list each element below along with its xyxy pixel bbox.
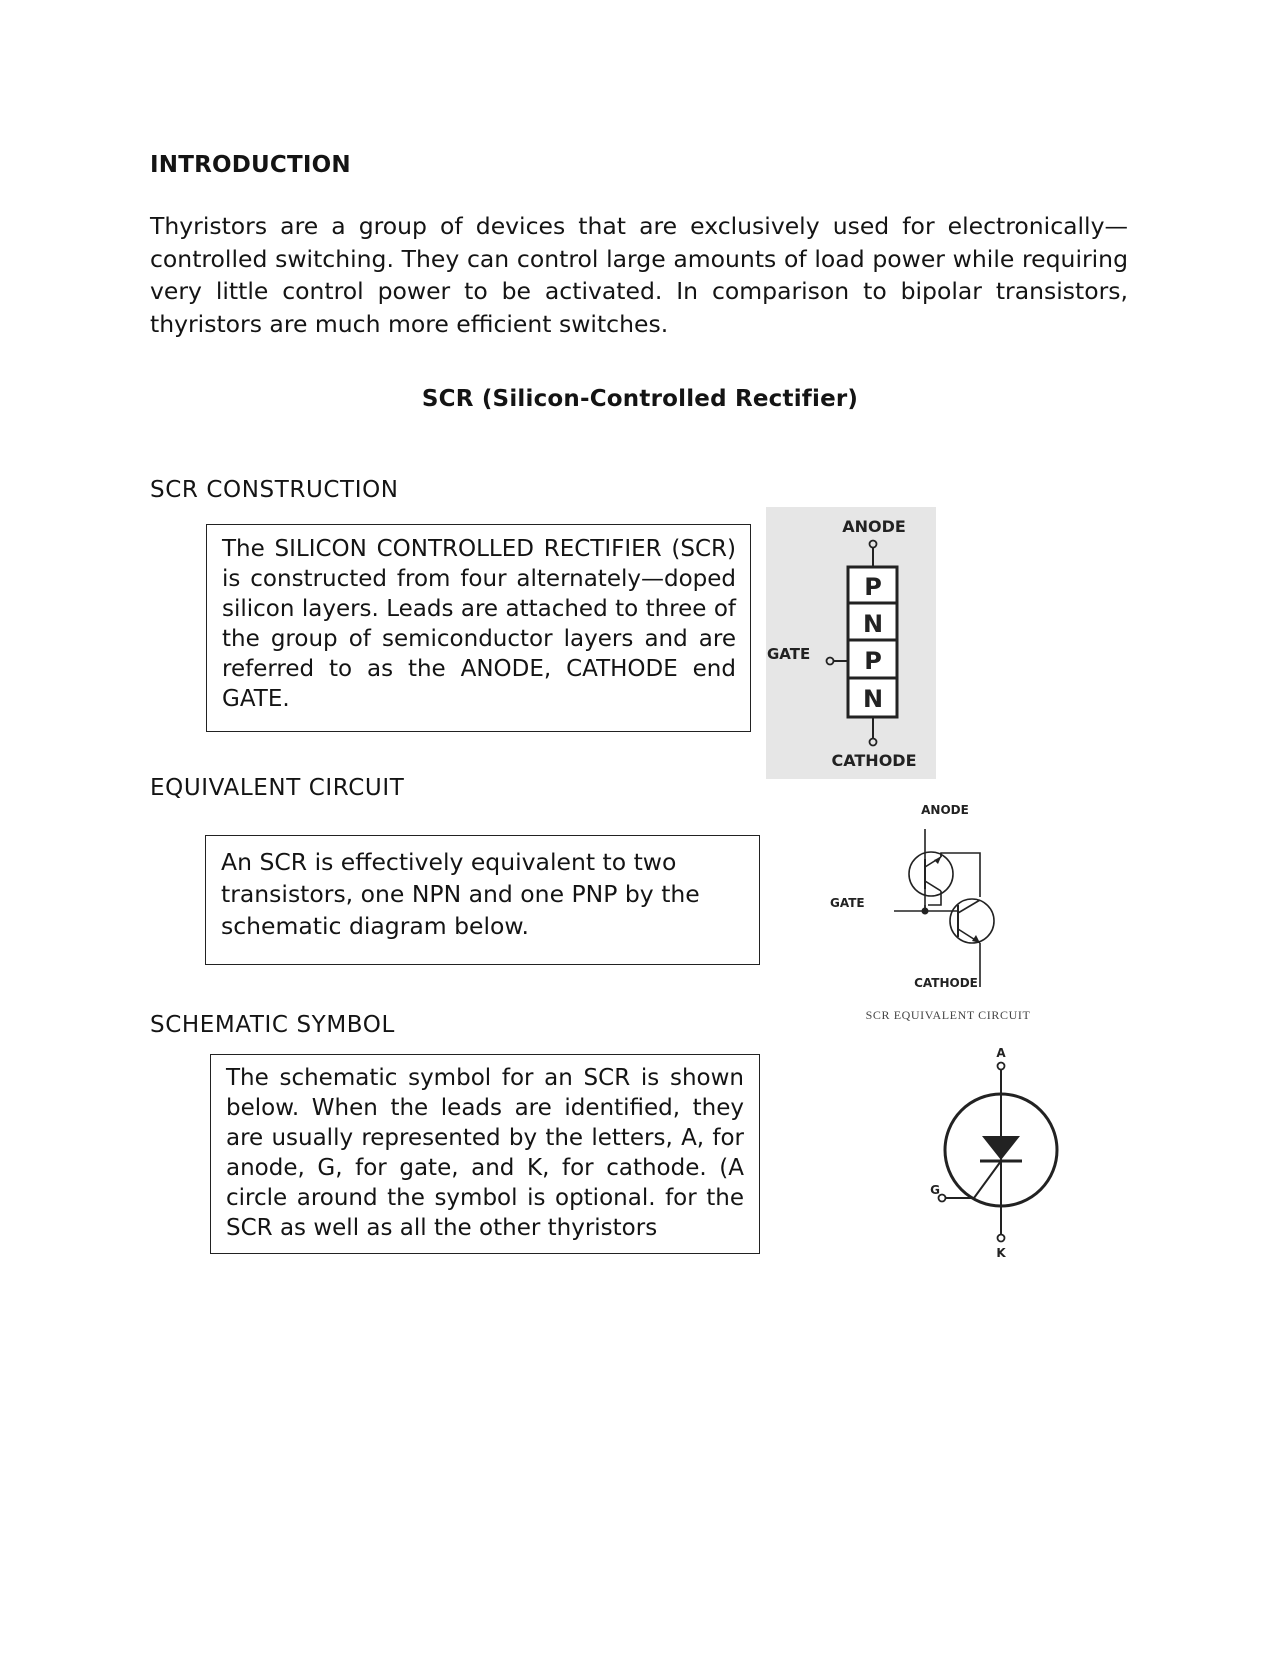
- pnpn-gate-label: GATE: [767, 645, 811, 663]
- eq-anode-label: ANODE: [921, 803, 969, 817]
- intro-paragraph: Thyristors are a group of devices that are exclusively used for electronically—controlled switching. They can control large amounts of load power while requiring very little control power to be activated. In comparison to bipolar transistors, thyristors are much more efficient switches.: [150, 212, 1128, 338]
- schematic-box: [210, 1054, 760, 1254]
- pnp-transistor-icon: [909, 852, 953, 896]
- equivalent-heading: EQUIVALENT CIRCUIT: [150, 775, 405, 801]
- scr-title: SCR (Silicon-Controlled Rectifier): [421, 386, 859, 412]
- gate-terminal-icon: [827, 658, 834, 665]
- eq-caption: SCR EQUIVALENT CIRCUIT: [865, 1008, 1031, 1022]
- diode-triangle-icon: [982, 1136, 1020, 1160]
- cathode-terminal-icon: [870, 739, 877, 746]
- equivalent-box: [205, 835, 760, 965]
- layer-n1: N: [862, 610, 884, 638]
- symbol-a-label: A: [996, 1046, 1006, 1060]
- construction-heading: SCR CONSTRUCTION: [150, 477, 399, 503]
- cathode-lead-icon: [998, 1235, 1005, 1242]
- layer-p2: P: [864, 647, 882, 675]
- anode-lead-icon: [998, 1063, 1005, 1070]
- pnpn-cathode-label: CATHODE: [831, 751, 917, 770]
- eq-gate-label: GATE: [830, 896, 865, 910]
- construction-box-text: The SILICON CONTROLLED RECTIFIER (SCR) is constructed from four alternately—doped silicon layers. Leads are attached to three of the group of semiconductor layers and are referred to as the ANODE, CATHODE end GATE.: [222, 536, 736, 712]
- layer-n2: N: [862, 685, 884, 713]
- symbol-g-label: G: [930, 1183, 940, 1197]
- intro-heading: INTRODUCTION: [150, 152, 351, 178]
- equivalent-box-text: An SCR is effectively equivalent to two transistors, one NPN and one PNP by the schematic diagram below.: [221, 848, 700, 940]
- equivalent-circuit-diagram: [830, 797, 1050, 1042]
- symbol-k-label: K: [996, 1246, 1006, 1260]
- pnpn-anode-label: ANODE: [842, 517, 906, 536]
- eq-cathode-label: CATHODE: [914, 976, 978, 990]
- scr-schematic-symbol: [910, 1042, 1070, 1267]
- schematic-box-text: The schematic symbol for an SCR is shown below. When the leads are identified, they are usually represented by the letters, A, for anode, G, for gate, and K, for cathode. (A circle around the symbol is optional. for the SCR as well as all the other thyristors: [226, 1065, 744, 1241]
- layer-p1: P: [864, 573, 882, 601]
- anode-terminal-icon: [870, 541, 877, 548]
- construction-box: [206, 524, 751, 732]
- schematic-heading: SCHEMATIC SYMBOL: [150, 1012, 395, 1038]
- pnpn-layer-diagram: [766, 507, 936, 779]
